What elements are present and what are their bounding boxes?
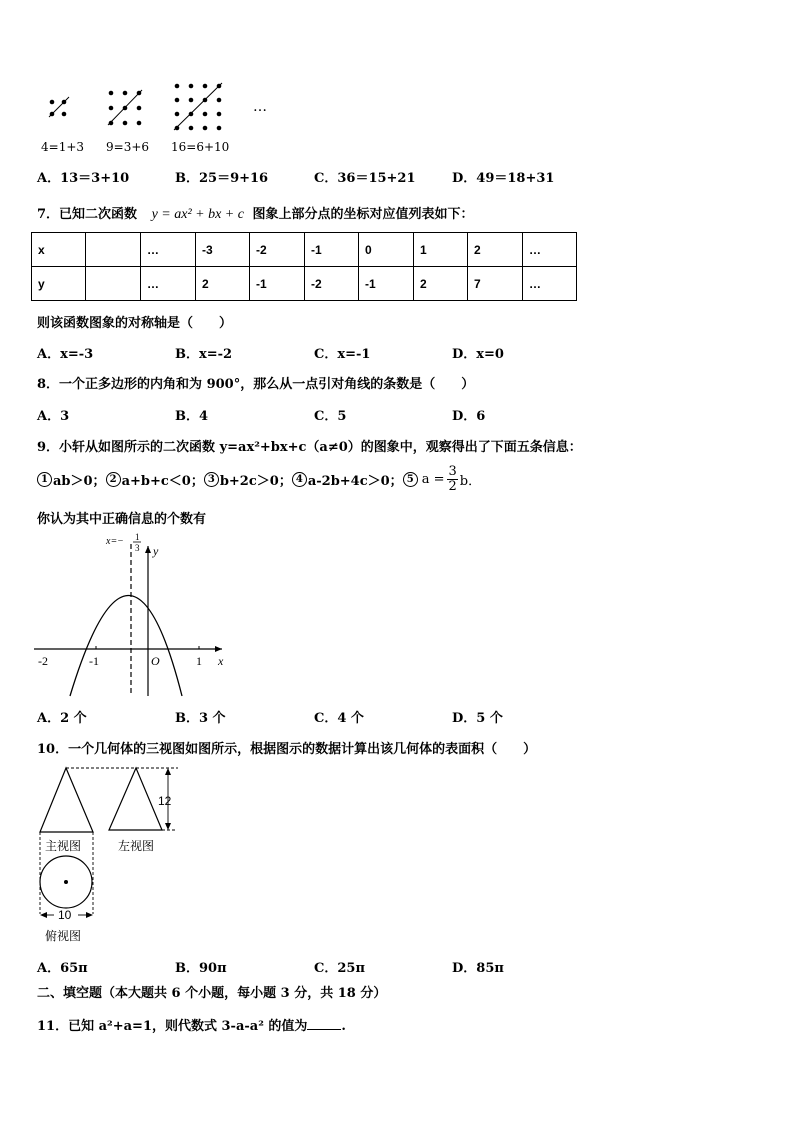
q8-stem: 8．一个正多边形的内角和为 900°，那么从一点引对角线的条数是（ ）: [37, 377, 475, 392]
front-view-label: 主视图: [45, 839, 82, 853]
q6-option-c[interactable]: C．36＝15+21: [314, 171, 416, 186]
table-cell: …: [141, 233, 196, 267]
q9-question: 你认为其中正确信息的个数有: [37, 512, 207, 527]
table-row-y: [32, 267, 577, 301]
table-cell: -2: [305, 267, 359, 301]
q6-option-d[interactable]: D．49＝18+31: [452, 171, 555, 186]
q11-stem: [37, 1015, 346, 1034]
q11-text: 11．已知 a²+a=1，则代数式 3-a-a² 的值为: [37, 1019, 308, 1034]
q7-option-d[interactable]: D．x=0: [452, 347, 504, 362]
q9-statement-4: a-2b+4c＞0；: [307, 474, 403, 489]
answer-blank[interactable]: [307, 1029, 341, 1030]
table-cell: y: [32, 267, 86, 301]
q7-prefix: 7．已知二次函数: [37, 207, 138, 222]
q8-option-d[interactable]: D．6: [452, 409, 486, 424]
q7-formula: y = ax² + bx + c: [151, 207, 244, 222]
q8-option-a[interactable]: A．3: [37, 409, 70, 424]
q9-parabola-graph: [32, 532, 232, 700]
x-axis-label: x: [218, 654, 224, 668]
pattern-caption-3: 16=6+10: [171, 140, 230, 154]
height-label: 12: [158, 794, 172, 808]
x-axis-arrow-icon: [215, 646, 222, 652]
side-view-triangle: [109, 768, 162, 830]
q9-stem: 9．小轩从如图所示的二次函数 y=ax²+bx+c（a≠0）的图象中，观察得出了下面五条信息：: [37, 440, 582, 455]
pattern-caption-1: 4=1+3: [41, 140, 85, 154]
q6-option-a[interactable]: A．13＝3+10: [37, 171, 130, 186]
q7-stem: [37, 203, 474, 223]
table-cell: -3: [196, 233, 250, 267]
table-cell: -1: [250, 267, 305, 301]
q10-stem: 10．一个几何体的三视图如图所示，根据图示的数据计算出该几何体的表面积（ ）: [37, 742, 537, 757]
diameter-label: 10: [58, 908, 72, 922]
section-heading: 二、填空题（本大题共 6 个小题，每小题 3 分，共 18 分）: [37, 986, 387, 1001]
q10-option-d[interactable]: D．85π: [452, 961, 504, 976]
origin-label: O: [151, 654, 160, 668]
q10-option-a[interactable]: A．65π: [37, 961, 88, 976]
q9-statement-3: b+2c＞0；: [219, 474, 292, 489]
table-cell: -1: [359, 267, 414, 301]
q9-option-a[interactable]: A．2 个: [37, 711, 87, 726]
circled-number-5: 5: [403, 472, 418, 487]
table-cell: …: [523, 233, 577, 267]
q7-option-b[interactable]: B．x=-2: [175, 347, 233, 362]
table-cell: 1: [414, 233, 468, 267]
side-view-label: 左视图: [118, 839, 155, 853]
q7-option-a[interactable]: A．x=-3: [37, 347, 94, 362]
parabola-curve: [70, 596, 182, 697]
dot-pattern-figure: [36, 80, 236, 132]
q9-option-c[interactable]: C．4 个: [314, 711, 364, 726]
q10-option-c[interactable]: C．25π: [314, 961, 365, 976]
pattern-ellipsis: …: [253, 99, 267, 115]
table-cell: [86, 233, 141, 267]
table-cell: [86, 267, 141, 301]
q7-option-c[interactable]: C．x=-1: [314, 347, 371, 362]
table-cell: 7: [468, 267, 523, 301]
tick-label-neg2: -2: [38, 654, 48, 668]
q6-option-b[interactable]: B．25＝9+16: [175, 171, 269, 186]
q10-option-b[interactable]: B．90π: [175, 961, 227, 976]
table-cell: 2: [196, 267, 250, 301]
top-view-label: 俯视图: [45, 929, 82, 943]
q9-statement-5-right: b．: [459, 474, 482, 489]
q11-end: .: [341, 1019, 346, 1034]
q9-option-b[interactable]: B．3 个: [175, 711, 226, 726]
q9-statement-2: a+b+c＜0；: [121, 474, 204, 489]
tick-label-1: 1: [196, 654, 202, 668]
table-cell: …: [141, 267, 196, 301]
q8-option-b[interactable]: B．4: [175, 409, 209, 424]
table-cell: 0: [359, 233, 414, 267]
tick-label-neg1: -1: [89, 654, 99, 668]
q9-option-d[interactable]: D．5 个: [452, 711, 503, 726]
q7-value-table: [31, 232, 577, 301]
table-cell: …: [523, 267, 577, 301]
q7-suffix: 图象上部分点的坐标对应值列表如下：: [252, 207, 474, 222]
table-cell: -1: [305, 233, 359, 267]
table-cell: -2: [250, 233, 305, 267]
pattern-caption-2: 9=3+6: [106, 140, 150, 154]
table-cell: x: [32, 233, 86, 267]
q7-question: 则该函数图象的对称轴是（ ）: [37, 316, 233, 331]
symmetry-frac-den: 3: [135, 543, 140, 553]
q9-statements: [37, 465, 481, 494]
front-view-triangle: [40, 768, 93, 832]
table-row-x: [32, 233, 577, 267]
y-axis-label: y: [153, 544, 159, 558]
y-axis-arrow-icon: [145, 546, 151, 553]
table-cell: 2: [468, 233, 523, 267]
q9-fraction-denominator: 2: [448, 479, 457, 494]
q8-option-c[interactable]: C．5: [314, 409, 347, 424]
circled-number-4: 4: [292, 472, 307, 487]
q9-fraction-numerator: 3: [448, 464, 457, 479]
q9-statement-5-left: a =: [421, 472, 445, 487]
table-cell: 2: [414, 267, 468, 301]
circled-number-1: 1: [37, 472, 52, 487]
circled-number-2: 2: [106, 472, 121, 487]
top-view-center-dot: [64, 880, 68, 884]
symmetry-label: x=−: [106, 536, 124, 547]
symmetry-frac-num: 1: [135, 532, 140, 542]
q9-fraction: [447, 465, 457, 494]
circled-number-3: 3: [204, 472, 219, 487]
q9-statement-1: ab＞0；: [53, 474, 106, 489]
